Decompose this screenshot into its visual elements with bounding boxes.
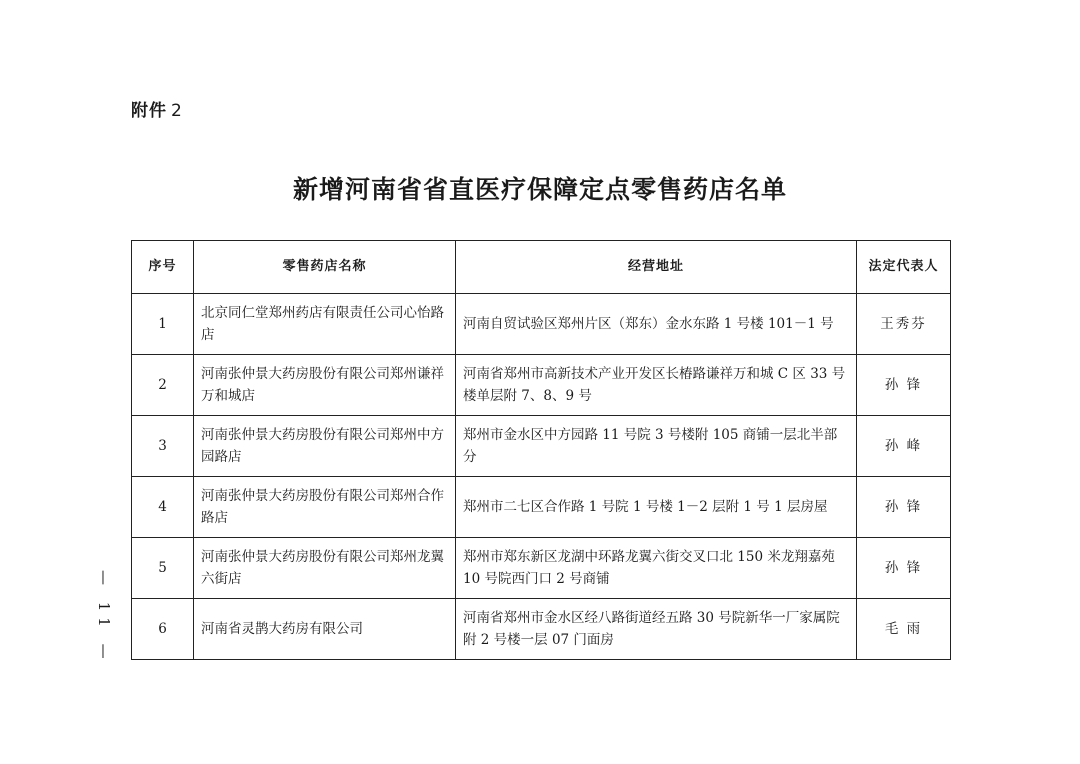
- cell-index: 5: [132, 538, 194, 599]
- cell-address: 河南省郑州市金水区经八路街道经五路 30 号院新华一厂家属院附 2 号楼一层 07 门面房: [456, 599, 857, 660]
- cell-name: 河南张仲景大药房股份有限公司郑州龙翼六街店: [194, 538, 456, 599]
- cell-index: 6: [132, 599, 194, 660]
- table-row: [132, 294, 951, 355]
- cell-rep: 孙 峰: [857, 416, 951, 477]
- attachment-label: [131, 96, 183, 121]
- cell-index: 1: [132, 294, 194, 355]
- cell-address: 河南自贸试验区郑州片区（郑东）金水东路 1 号楼 101－1 号: [456, 294, 857, 355]
- header-index: 序号: [132, 241, 194, 294]
- cell-rep: 孙 锋: [857, 477, 951, 538]
- cell-rep: 孙 锋: [857, 538, 951, 599]
- cell-name: 河南张仲景大药房股份有限公司郑州合作路店: [194, 477, 456, 538]
- header-rep: 法定代表人: [857, 241, 951, 294]
- table-row: [132, 416, 951, 477]
- document-title: 新增河南省省直医疗保障定点零售药店名单: [292, 175, 787, 204]
- cell-name: 河南张仲景大药房股份有限公司郑州谦祥万和城店: [194, 355, 456, 416]
- cell-rep: 王秀芬: [857, 294, 951, 355]
- cell-rep: 毛 雨: [857, 599, 951, 660]
- table-row: [132, 477, 951, 538]
- cell-rep: 孙 锋: [857, 355, 951, 416]
- header-address: 经营地址: [456, 241, 857, 294]
- table-row: [132, 355, 951, 416]
- page-number: — 11 —: [95, 570, 113, 665]
- cell-index: 3: [132, 416, 194, 477]
- table-row: [132, 538, 951, 599]
- cell-name: 河南省灵鹊大药房有限公司: [194, 599, 456, 660]
- header-name: 零售药店名称: [194, 241, 456, 294]
- cell-name: 河南张仲景大药房股份有限公司郑州中方园路店: [194, 416, 456, 477]
- cell-address: 郑州市郑东新区龙湖中环路龙翼六街交叉口北 150 米龙翔嘉苑 10 号院西门口 2 号商铺: [456, 538, 857, 599]
- cell-index: 4: [132, 477, 194, 538]
- table-row: [132, 599, 951, 660]
- pharmacy-table: [131, 240, 951, 660]
- cell-address: 郑州市金水区中方园路 11 号院 3 号楼附 105 商铺一层北半部分: [456, 416, 857, 477]
- cell-index: 2: [132, 355, 194, 416]
- attachment-number: 2: [171, 101, 183, 121]
- cell-name: 北京同仁堂郑州药店有限责任公司心怡路店: [194, 294, 456, 355]
- cell-address: 郑州市二七区合作路 1 号院 1 号楼 1－2 层附 1 号 1 层房屋: [456, 477, 857, 538]
- cell-address: 河南省郑州市高新技术产业开发区长椿路谦祥万和城 C 区 33 号楼单层附 7、8、9 号: [456, 355, 857, 416]
- attachment-text: 附件: [131, 101, 167, 121]
- table-header-row: [132, 241, 951, 294]
